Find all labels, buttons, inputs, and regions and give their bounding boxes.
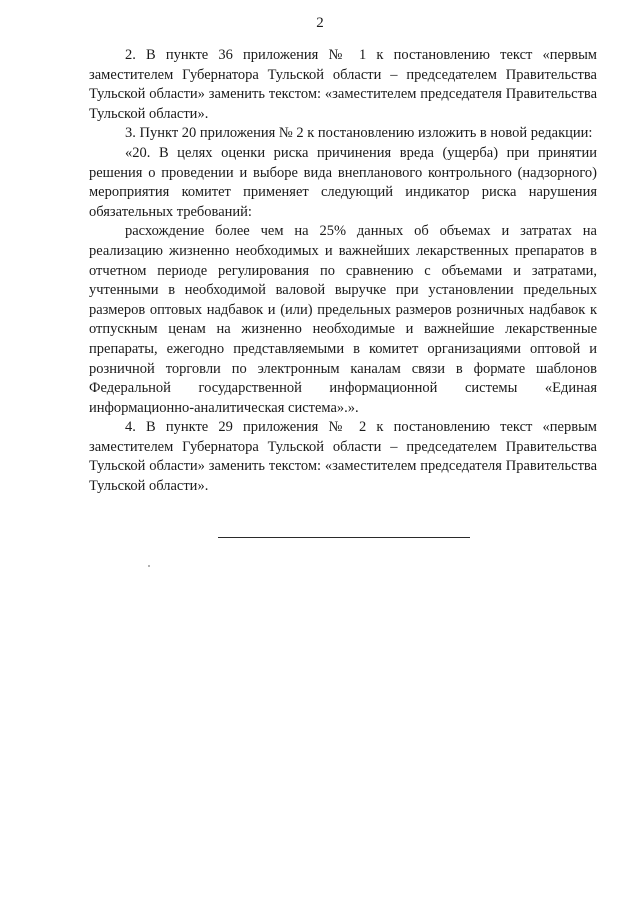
document-body — [89, 46, 597, 497]
paragraph-item-3-quote: «20. В целях оценки риска причинения вреда (ущерба) при принятии решения о проведении и выборе вида внепланового контрольного (надзорного) мероприятия комитет применяет следующий индикатор риска нарушения обязательных требований: — [89, 144, 597, 220]
end-separator-line — [218, 537, 470, 538]
paragraph-item-4: 4. В пункте 29 приложения № 2 к постановлению текст «первым заместителем Губернатора Тульской области – председателем Правительства Тульской области» заменить текстом: «заместителем председателя Правительства Тульской области». — [89, 419, 597, 495]
paragraph-item-3: 3. Пункт 20 приложения № 2 к постановлению изложить в новой редакции: — [125, 125, 593, 142]
scan-speck — [148, 565, 150, 567]
paragraph-item-2: 2. В пункте 36 приложения № 1 к постановлению текст «первым заместителем Губернатора Тульской области – председателем Правительства Тульской области» заменить текстом: «заместителем председателя Правительства Тульской области». — [89, 47, 597, 122]
page-number: 2 — [316, 15, 324, 31]
paragraph-item-3-indicator: расхождение более чем на 25% данных об объемах и затратах на реализацию жизненно необходимых и важнейших лекарственных препаратов в отчетном периоде регулирования по сравнению с объемами и затратами, учтенными в необходимой валовой выручке при установлении предельных размеров оптовых надбавок и (или) предельных размеров розничных надбавок к отпускным ценам на жизненно необходимые и важнейшие лекарственные препараты, ежегодно представляемыми в комитет организациями оптовой и розничной торговли по электронным каналам связи в формате шаблонов Федеральной государственной информационной системы «Единая информационно-аналитическая система».». — [89, 223, 597, 416]
